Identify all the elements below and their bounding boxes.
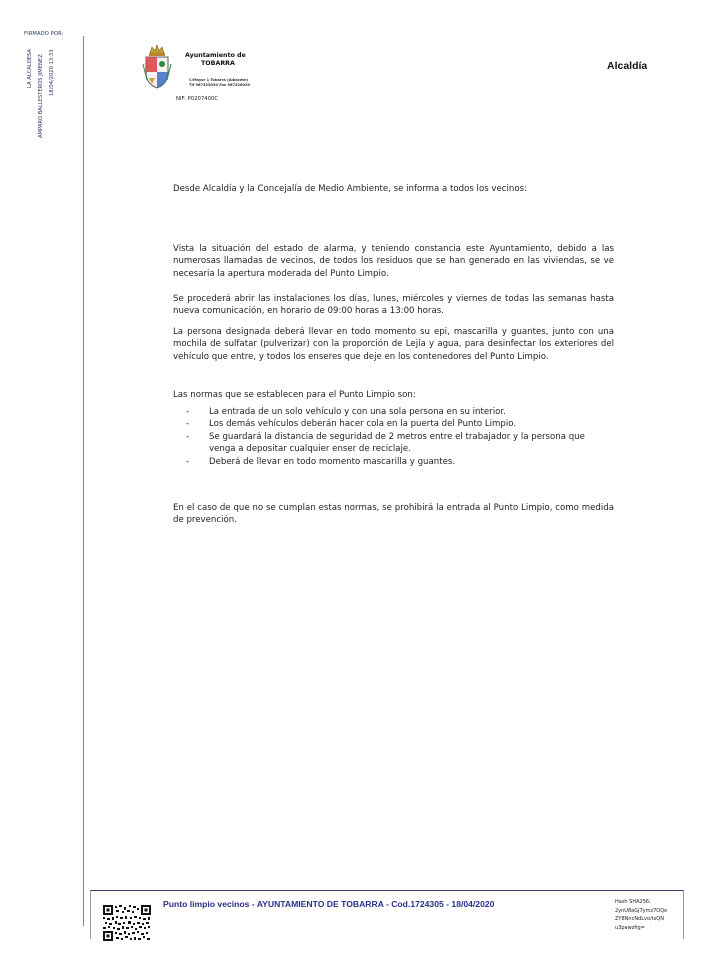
address-line1: C/Mayor 1 Tobarra (Albacete) — [189, 78, 249, 82]
hash-line: ZY8NncNdLvo/tsQN — [615, 916, 664, 923]
hash-line: u3pawzfig= — [615, 924, 645, 931]
hash-label: Hash SHA256: — [615, 899, 651, 905]
coat-of-arms-icon — [142, 44, 172, 90]
list-item — [173, 418, 614, 430]
signature-name: AMPARO BALLESTEROS JIMENEZ — [38, 54, 44, 138]
paragraph-schedule: Se procederá abrir las instalaciones los días, lunes, miércoles y viernes de todas las semanas hasta nueva comunicación, en horario de 09:00 horas a 13:00 horas. — [173, 294, 614, 317]
organization-address — [189, 78, 250, 87]
paragraph-situation: Vista la situación del estado de alarma, y teniendo constancia este Ayuntamiento, debido a las numerosas llamadas de vecinos, de todos los residuos que se han generado en las viviendas, se ve necesaria la apertura moderada del Punto Limpio. — [173, 244, 614, 279]
rule-text: Se guardará la distancia de seguridad de 2 metros entre el trabajador y la persona que venga a depositar cualquier enser de reciclaje. — [209, 431, 585, 455]
footer-frame — [90, 890, 684, 939]
organization-line2: TOBARRA — [201, 60, 235, 67]
hash-block — [615, 898, 667, 932]
department-title: Alcaldía — [607, 60, 648, 72]
list-item — [173, 456, 614, 468]
bullet-dash: - — [186, 407, 190, 417]
bullet-dash: - — [186, 456, 190, 467]
margin-rule — [83, 36, 84, 926]
rules-intro: Las normas que se establecen para el Punto Limpio son: — [173, 390, 416, 400]
intro-paragraph: Desde Alcaldía y la Concejalía de Medio Ambiente, se informa a todos los vecinos: — [173, 184, 527, 194]
rule-text: Los demás vehículos deberán hacer cola en la puerta del Punto Limpio. — [209, 419, 517, 430]
bullet-dash: - — [186, 419, 190, 430]
rule-text: La entrada de un solo vehículo y con una sola persona en su interior. — [209, 407, 506, 417]
rule-text: Deberá de llevar en todo momento mascarilla y guantes. — [209, 456, 456, 467]
list-item — [173, 406, 614, 418]
list-item — [173, 431, 614, 456]
closing-paragraph: En el caso de que no se cumplan estas normas, se prohibirá la entrada al Punto Limpio, como medida de prevención. — [173, 503, 614, 526]
nif-number: NIF: P0207400C — [176, 96, 219, 102]
hash-line: 2ynU8aGj7ymz7OQe — [615, 907, 668, 914]
signature-heading: FIRMADO POR: — [24, 31, 64, 37]
address-line2: Tlf 967325030 Fax 967326020 — [189, 82, 250, 87]
signature-role: LA ALCALDESA — [27, 49, 33, 88]
qr-code-icon — [103, 905, 151, 941]
organization-name — [185, 52, 246, 68]
footer-document-title: Punto limpio vecinos - AYUNTAMIENTO DE TOBARRA - Cod.1724305 - 18/04/2020 — [163, 899, 495, 909]
bullet-dash: - — [186, 431, 190, 442]
signature-datetime: 18/04/2020 13:33 — [49, 49, 55, 96]
paragraph-staff: La persona designada deberá llevar en todo momento su epi, mascarilla y guantes, junto con una mochila de sulfatar (pulverizar) con la proporción de Lejía y agua, para desinfectar los exteriores del vehículo que entre, y todos los enseres que deje en los contenedores del Punto Limpio. — [173, 327, 614, 362]
organization-line1: Ayuntamiento de — [185, 52, 246, 59]
rules-list — [173, 406, 614, 468]
